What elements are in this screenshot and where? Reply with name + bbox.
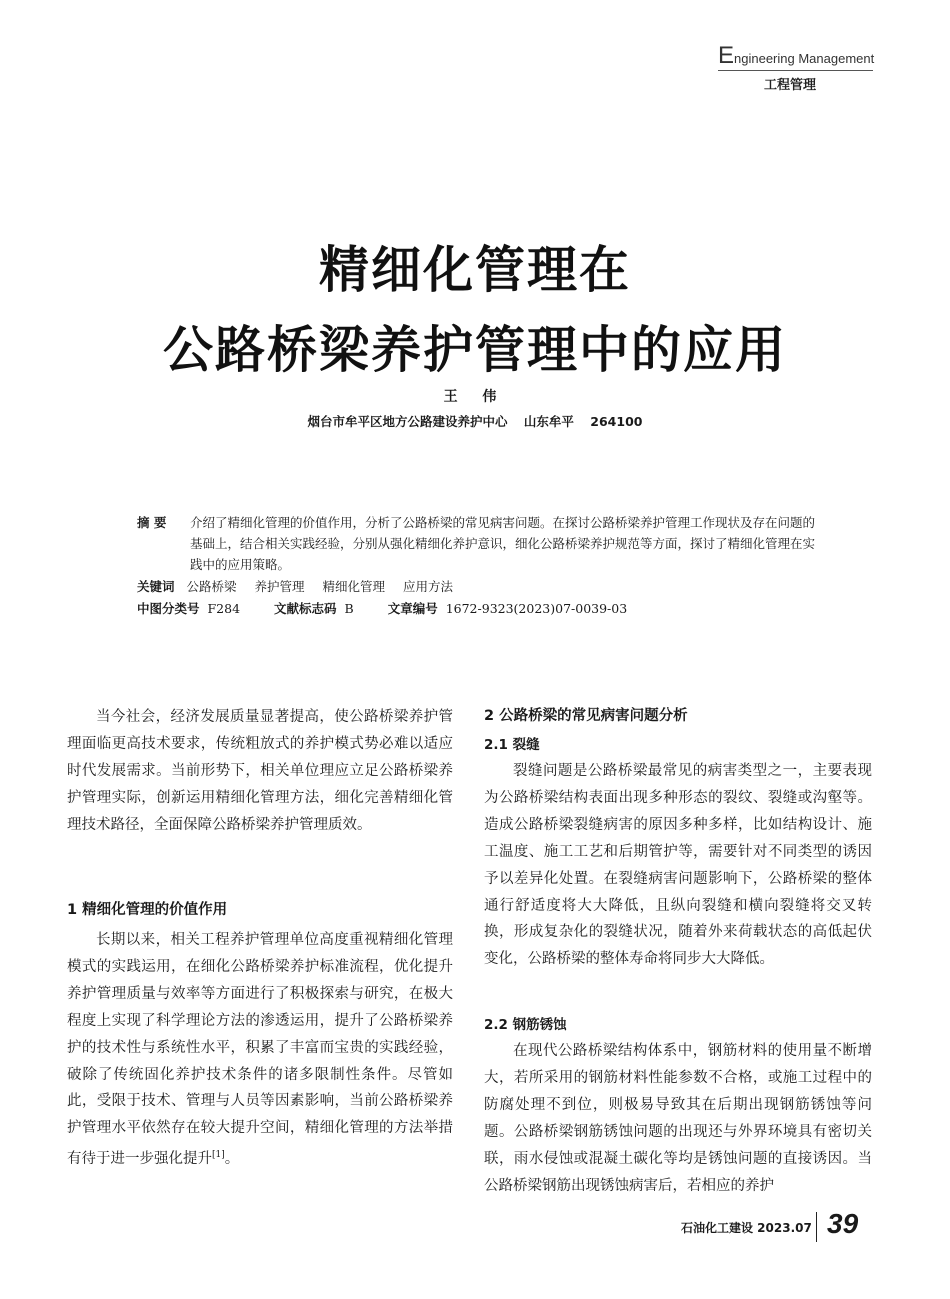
running-header-english	[718, 44, 873, 68]
section-2-heading: 2 公路桥梁的常见病害问题分析	[484, 708, 688, 724]
subsection-2-2-body	[484, 1038, 872, 1199]
footer-journal: 石油化工建设 2023.07	[681, 1221, 812, 1235]
article-no-value: 1672-9323(2023)07-0039-03	[445, 601, 628, 616]
abstract-label: 摘 要	[137, 515, 167, 530]
author-name: 王 伟	[443, 389, 507, 405]
section-1-body	[67, 927, 453, 1173]
title-line-1: 精细化管理在	[319, 241, 631, 299]
title-line-2: 公路桥梁养护管理中的应用	[163, 321, 787, 379]
clc-label: 中图分类号	[137, 601, 200, 616]
affiliation-org: 烟台市牟平区地方公路建设养护中心	[307, 414, 508, 429]
intro-paragraph: 当今社会，经济发展质量显著提高，使公路桥梁养护管理面临更高技术要求，传统粗放式的养护模式势必难以适应时代发展需求。当前形势下，相关单位理应立足公路桥梁养护管理实际，创新运用精细化管理方法，细化完善精细化管理技术路径，全面保障公路桥梁养护管理质效。	[67, 709, 453, 833]
section-1-end: 。	[224, 1151, 240, 1168]
classification-row	[137, 598, 627, 619]
section-1-text: 长期以来，相关工程养护管理单位高度重视精细化管理模式的实践运用，在细化公路桥梁养护标准流程，优化提升养护管理质量与效率等方面进行了积极探索与研究，在极大程度上实现了科学理论方法的渗透运用，提升了公路桥梁养护的技术性与系统性水平，积累了丰富而宝贵的实践经验，破除了传统固化养护技术条件的诸多限制性条件。尽管如此，受限于技术、管理与人员等因素影响，当前公路桥梁养护管理水平依然存在较大提升空间，精细化管理的方法举措有待于进一步强化提升	[67, 932, 453, 1168]
left-column	[67, 704, 453, 839]
keyword: 精细化管理	[322, 579, 386, 594]
running-header-chinese: 工程管理	[764, 78, 817, 93]
subsection-2-2-paragraph: 在现代公路桥梁结构体系中，钢筋材料的使用量不断增大，若所采用的钢筋材料性能参数不合格，或施工过程中的防腐处理不到位，则极易导致其在后期出现钢筋锈蚀等问题。公路桥梁钢筋锈蚀问题的出现还与外界环境具有密切关联，雨水侵蚀或混凝土碳化等均是锈蚀问题的直接诱因。当公路桥梁钢筋出现锈蚀病害后，若相应的养护	[484, 1043, 872, 1194]
article-no-label: 文章编号	[387, 601, 438, 616]
keyword: 公路桥梁	[186, 579, 237, 594]
subsection-2-2-heading: 2.2 钢筋锈蚀	[484, 1017, 567, 1033]
header-initial-letter: E	[718, 42, 735, 69]
affiliation-postcode: 264100	[590, 414, 643, 429]
header-rule	[718, 70, 873, 71]
clc-value: F284	[207, 601, 241, 616]
keywords-row	[137, 576, 453, 597]
section-1-paragraph	[67, 927, 453, 1173]
subsection-2-1-paragraph: 裂缝问题是公路桥梁最常见的病害类型之一，主要表现为公路桥梁结构表面出现多种形态的裂纹、裂缝或沟壑等。造成公路桥梁裂缝病害的原因多种多样，比如结构设计、施工温度、施工工艺和后期管护等，需要针对不同类型的诱因予以差异化处置。在裂缝病害问题影响下，公路桥梁的整体通行舒适度将大大降低，且纵向裂缝和横向裂缝将交叉转换，形成复杂化的裂缝状况，随着外来荷载状态的高低起伏变化，公路桥梁的整体寿命将同步大大降低。	[484, 763, 872, 968]
header-english-text: ngineering Management	[734, 51, 875, 66]
subsection-2-1-heading: 2.1 裂缝	[484, 737, 540, 753]
doc-code-label: 文献标志码	[274, 601, 337, 616]
subsection-2-1-body	[484, 758, 872, 973]
keywords-label: 关键词	[137, 579, 175, 594]
citation-ref: [1]	[212, 1150, 225, 1161]
footer-divider	[816, 1212, 817, 1242]
affiliation-place: 山东牟平	[523, 414, 574, 429]
section-1-heading: 1 精细化管理的价值作用	[67, 902, 228, 918]
page-number: 39	[827, 1208, 859, 1239]
doc-code-value: B	[344, 601, 354, 616]
affiliation	[0, 412, 950, 430]
keyword: 应用方法	[403, 579, 454, 594]
keyword: 养护管理	[254, 579, 305, 594]
abstract-text: 介绍了精细化管理的价值作用，分析了公路桥梁的常见病害问题。在探讨公路桥梁养护管理工作现状及存在问题的基础上，结合相关实践经验，分别从强化精细化养护意识，细化公路桥梁养护规范等方面，探讨了精细化管理在实践中的应用策略。	[190, 515, 816, 572]
